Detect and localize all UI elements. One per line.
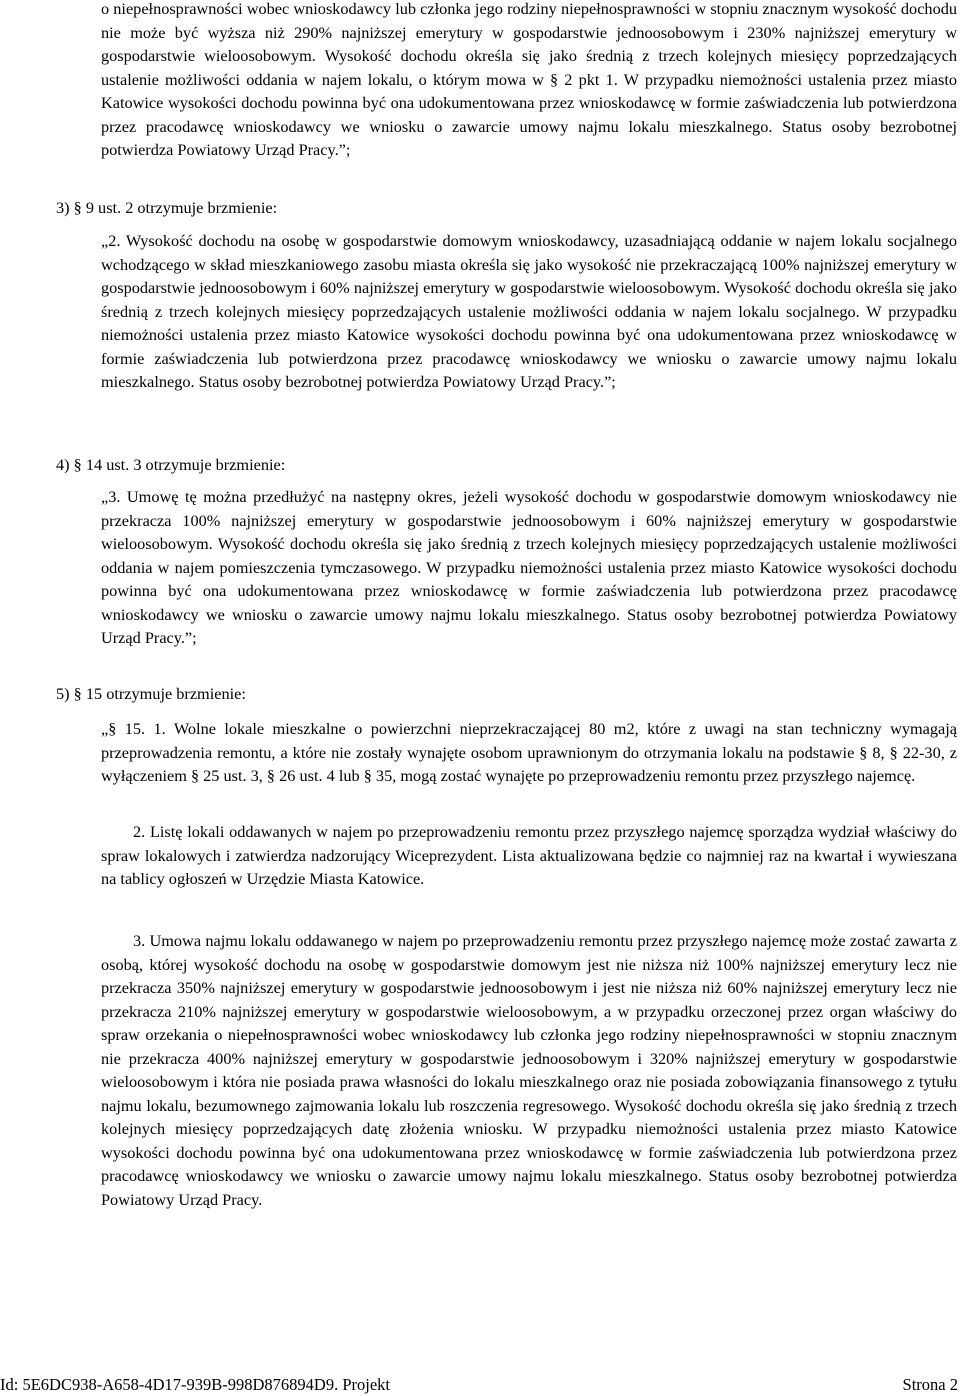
page-footer	[0, 1374, 960, 1396]
paragraph-15-2: 2. Listę lokali oddawanych w najem po przeprowadzeniu remontu przez przyszłego najemcę sporządza wydział właściwy do spraw lokalowych i zatwierdza nadzorujący Wiceprezydent. Lista aktualizowana będzie co najmniej raz na kwartał i wywieszana na tablicy ogłoszeń w Urzędzie Miasta Katowice.	[101, 822, 957, 888]
paragraph-15-3: 3. Umowa najmu lokalu oddawanego w najem po przeprowadzeniu remontu przez przyszłego najemcę może zostać zawarta z osobą, której wysokość dochodu na osobę w gospodarstwie domowym jest nie niższa niż 100% najniższej emerytury lecz nie przekracza 350% najniższej emerytury w gospodarstwie jednoosobowym i jest nie niższa niż 60% najniższej emerytury lecz nie przekracza 210% najniższej emerytury w gospodarstwie wieloosobowym, a w przypadku orzeczonej przez organ właściwy do spraw orzekania o niepełnosprawności wobec wnioskodawcy lub członka jego rodziny niepełnosprawności w stopniu znacznym nie przekracza 400% najniższej emerytury w gospodarstwie jednoosobowym i 320% najniższej emerytury w gospodarstwie wieloosobowym i która nie posiada prawa własności do lokalu mieszkalnego oraz nie posiada zobowiązania finansowego z tytułu najmu lokalu, bezumownego zajmowania lokalu lub roszczenia regresowego. Wysokość dochodu określa się jako średnią z trzech kolejnych miesięcy poprzedzających datę złożenia wniosku. W przypadku niemożności ustalenia przez miasto Katowice wysokości dochodu powinna być ona udokumentowana przez wnioskodawcę w formie zaświadczenia lub potwierdzona przez pracodawcę wnioskodawcy we wniosku o zawarcie umowy najmu lokalu mieszkalnego. Status osoby bezrobotnej potwierdza Powiatowy Urząd Pracy.	[101, 931, 957, 1209]
document-id: Id: 5E6DC938-A658-4D17-939B-998D876894D9. Projekt	[0, 1375, 391, 1394]
paragraph-9-2: „2. Wysokość dochodu na osobę w gospodarstwie domowym wnioskodawcy, uzasadniającą oddanie w najem lokalu socjalnego wchodzącego w skład mieszkaniowego zasobu miasta określa się jako wysokość nie przekraczającą 100% najniższej emerytury w gospodarstwie jednoosobowym i 60% najniższej emerytury w gospodarstwie wieloosobowym. Wysokość dochodu określa się jako średnią z trzech kolejnych miesięcy poprzedzających ustalenie możliwości oddania w najem lokalu socjalnego. W przypadku niemożności ustalenia przez miasto Katowice wysokości dochodu powinna być ona udokumentowana przez wnioskodawcę w formie zaświadczenia lub potwierdzona przez pracodawcę wnioskodawcy we wniosku o zawarcie umowy najmu lokalu mieszkalnego. Status osoby bezrobotnej potwierdza Powiatowy Urząd Pracy.”;	[101, 231, 957, 391]
amendment-point-5: 5) § 15 otrzymuje brzmienie:	[56, 684, 246, 703]
page-number: Strona 2	[902, 1375, 958, 1394]
amendment-point-3: 3) § 9 ust. 2 otrzymuje brzmienie:	[56, 198, 278, 217]
amendment-point-4: 4) § 14 ust. 3 otrzymuje brzmienie:	[56, 455, 286, 474]
paragraph-15-1: „§ 15. 1. Wolne lokale mieszkalne o powierzchni nieprzekraczającej 80 m2, które z uwagi na stan techniczny wymagają przeprowadzenia remontu, a które nie zostały wynajęte osobom uprawnionym do otrzymania lokalu na podstawie § 8, § 22-30, z wyłączeniem § 25 ust. 3, § 26 ust. 4 lub § 35, mogą zostać wynajęte po przeprowadzeniu remontu przez przyszłego najemcę.	[101, 719, 957, 785]
paragraph-14-3: „3. Umowę tę można przedłużyć na następny okres, jeżeli wysokość dochodu w gospodarstwie domowym wnioskodawcy nie przekracza 100% najniższej emerytury w gospodarstwie jednoosobowym i 60% najniższej emerytury w gospodarstwie wieloosobowym. Wysokość dochodu określa się jako średnią z trzech kolejnych miesięcy poprzedzających ustalenie możliwości oddania w najem pomieszczenia tymczasowego. W przypadku niemożności ustalenia przez miasto Katowice wysokości dochodu powinna być ona udokumentowana przez wnioskodawcę w formie zaświadczenia lub potwierdzona przez pracodawcę wnioskodawcy we wniosku o zawarcie umowy najmu lokalu mieszkalnego. Status osoby bezrobotnej potwierdza Powiatowy Urząd Pracy.”;	[101, 487, 957, 647]
paragraph-continuation: o niepełnosprawności wobec wnioskodawcy lub członka jego rodziny niepełnosprawności w stopniu znacznym wysokość dochodu nie może być wyższa niż 290% najniższej emerytury w gospodarstwie jednoosobowym i 230% najniższej emerytury w gospodarstwie wieloosobowym. Wysokość dochodu określa się jako średnią z trzech kolejnych miesięcy poprzedzających ustalenie możliwości oddania w najem lokalu, o którym mowa w § 2 pkt 1. W przypadku niemożności ustalenia przez miasto Katowice wysokości dochodu powinna być ona udokumentowana przez wnioskodawcę w formie zaświadczenia lub potwierdzona przez pracodawcę wnioskodawcy we wniosku o zawarcie umowy najmu lokalu mieszkalnego. Status osoby bezrobotnej potwierdza Powiatowy Urząd Pracy.”;	[101, 0, 957, 159]
